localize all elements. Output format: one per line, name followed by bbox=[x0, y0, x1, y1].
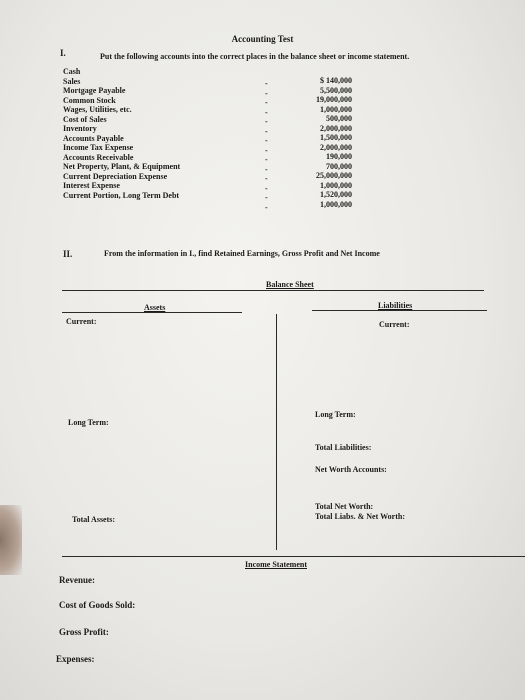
balance-sheet-top-rule bbox=[62, 290, 484, 291]
total-assets-label: Total Assets: bbox=[72, 515, 116, 524]
gross-profit-label: Gross Profit: bbox=[59, 627, 109, 637]
amount: 2,000,000 bbox=[320, 123, 352, 133]
amount: 1,000,000 bbox=[320, 180, 352, 190]
finger-shadow bbox=[0, 505, 22, 575]
account-name: Current Depreciation Expense bbox=[63, 171, 168, 181]
account-name: Mortgage Payable bbox=[63, 86, 126, 95]
amount: 2,000,000 bbox=[320, 142, 352, 152]
liabilities-current-label: Current: bbox=[379, 320, 410, 329]
dash: - bbox=[265, 98, 268, 107]
income-statement-heading: Income Statement bbox=[245, 560, 307, 569]
amount: 190,000 bbox=[326, 152, 352, 161]
account-name: Sales bbox=[63, 76, 81, 86]
assets-heading: Assets bbox=[144, 303, 166, 312]
liabilities-heading: Liabilities bbox=[378, 301, 413, 310]
account-name: Common Stock bbox=[63, 95, 116, 105]
total-liabs-net-worth-label: Total Liabs. & Net Worth: bbox=[315, 512, 406, 521]
liabilities-rule bbox=[312, 310, 487, 311]
account-name: Wages, Utilities, etc. bbox=[63, 105, 132, 114]
dash: - bbox=[265, 164, 268, 174]
account-name: Cash bbox=[63, 67, 81, 76]
balance-sheet-divider bbox=[276, 314, 277, 550]
account-name: Accounts Payable bbox=[63, 133, 124, 143]
amount: 19,000,000 bbox=[316, 95, 352, 104]
account-name: Accounts Receivable bbox=[63, 152, 134, 162]
account-list bbox=[63, 67, 180, 200]
amount: 1,000,000 bbox=[320, 199, 352, 209]
amount: 1,000,000 bbox=[320, 104, 352, 114]
amount: 5,500,000 bbox=[320, 85, 352, 95]
section-1-number: I. bbox=[60, 48, 66, 58]
dash: - bbox=[265, 155, 268, 164]
amount: 1,520,000 bbox=[320, 190, 352, 199]
dash-column bbox=[265, 79, 268, 212]
balance-sheet-heading: Balance Sheet bbox=[266, 280, 314, 289]
page-title: Accounting Test bbox=[231, 34, 294, 44]
amount: 500,000 bbox=[326, 114, 352, 123]
revenue-label: Revenue: bbox=[59, 575, 95, 585]
dash: - bbox=[265, 107, 268, 117]
dash: - bbox=[265, 117, 268, 126]
dash: - bbox=[265, 202, 268, 212]
amount-list bbox=[300, 76, 352, 209]
assets-long-term-label: Long Term: bbox=[68, 418, 109, 427]
assets-rule bbox=[62, 312, 242, 313]
account-name: Inventory bbox=[63, 124, 97, 133]
section-1-instruction: Put the following accounts into the correct places in the balance sheet or income statement. bbox=[100, 52, 410, 61]
account-name: Net Property, Plant, & Equipment bbox=[63, 162, 181, 171]
account-name: Cost of Sales bbox=[63, 114, 107, 124]
cogs-label: Cost of Goods Sold: bbox=[59, 600, 136, 610]
assets-current-label: Current: bbox=[66, 317, 97, 326]
expenses-label: Expenses: bbox=[56, 654, 95, 664]
dash: - bbox=[265, 183, 268, 193]
dash: - bbox=[265, 126, 268, 136]
dash: - bbox=[265, 145, 268, 155]
amount: 1,500,000 bbox=[320, 133, 352, 142]
amount: 25,000,000 bbox=[316, 171, 352, 180]
total-liabilities-label: Total Liabilities: bbox=[315, 443, 372, 452]
amount: 700,000 bbox=[326, 161, 352, 171]
dash: - bbox=[265, 88, 268, 98]
section-2-number: II. bbox=[63, 249, 73, 259]
total-net-worth-label: Total Net Worth: bbox=[315, 502, 374, 511]
section-2-instruction: From the information in I., find Retained Earnings, Gross Profit and Net Income bbox=[104, 249, 380, 258]
account-name: Income Tax Expense bbox=[63, 143, 134, 152]
amount: $ 140,000 bbox=[320, 76, 352, 85]
dash: - bbox=[265, 174, 268, 183]
net-worth-accounts-label: Net Worth Accounts: bbox=[315, 465, 387, 474]
liabilities-long-term-label: Long Term: bbox=[315, 410, 356, 419]
account-name: Interest Expense bbox=[63, 181, 120, 190]
account-name: Current Portion, Long Term Debt bbox=[63, 190, 180, 200]
dash: - bbox=[265, 193, 268, 202]
income-statement-rule bbox=[62, 556, 525, 557]
dash: - bbox=[265, 136, 268, 145]
dash: - bbox=[265, 79, 268, 88]
